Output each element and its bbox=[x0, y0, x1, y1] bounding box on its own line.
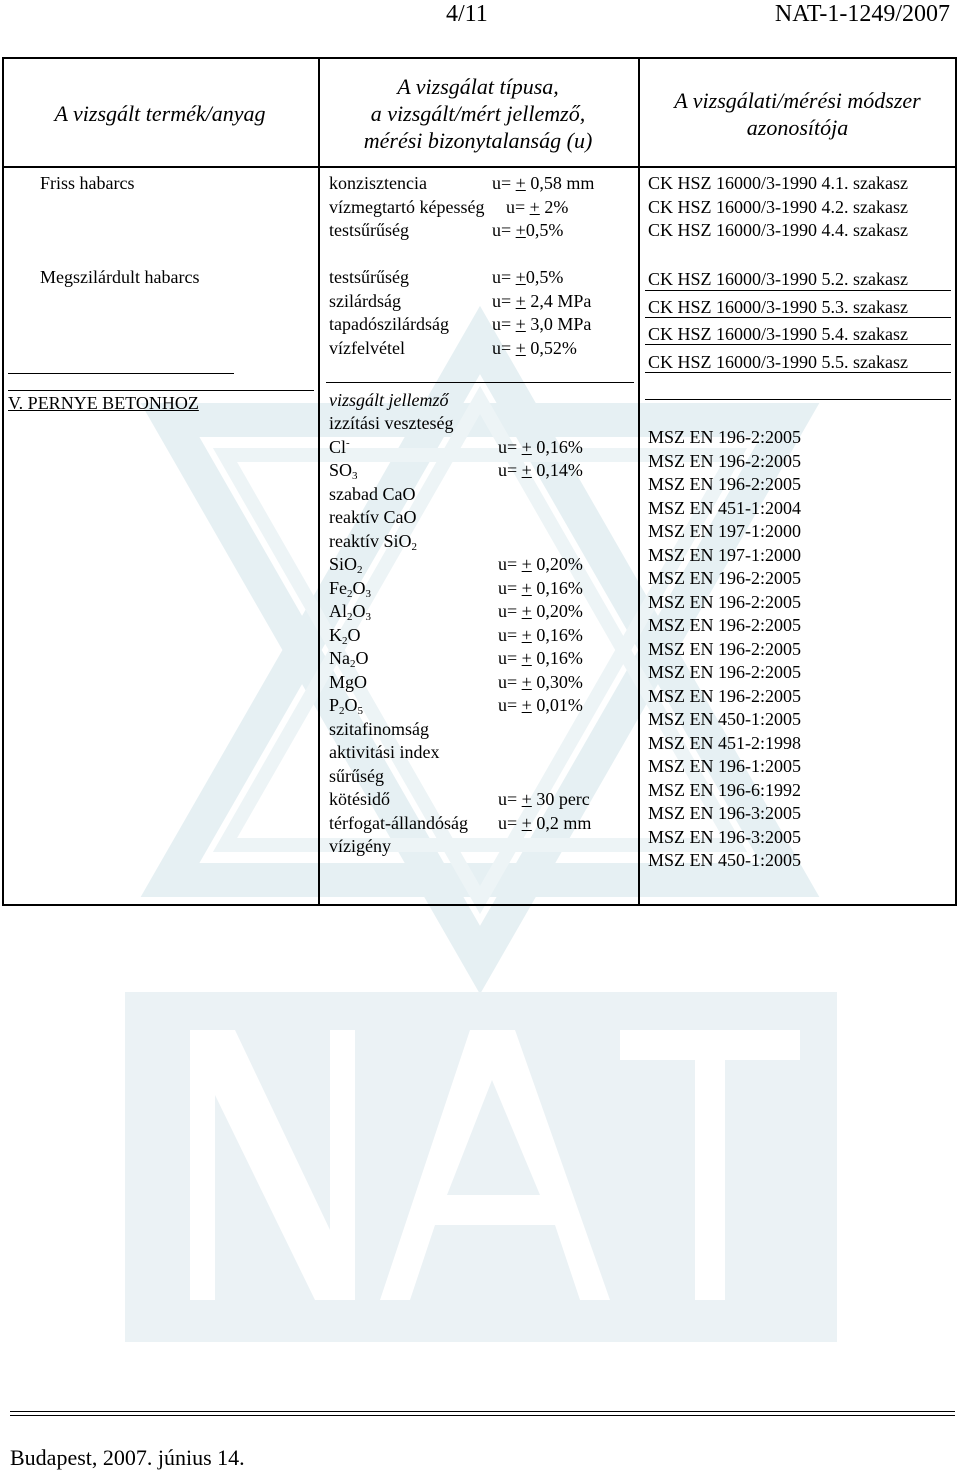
uncertainty: u= + 0,16% bbox=[498, 436, 583, 457]
uncertainty bbox=[498, 483, 591, 507]
row-divider bbox=[8, 373, 234, 374]
method: MSZ EN 451-2:1998 bbox=[648, 732, 801, 753]
column-divider bbox=[638, 57, 640, 906]
row-divider bbox=[8, 390, 314, 391]
property-list bbox=[329, 412, 468, 859]
property: konzisztencia bbox=[329, 173, 427, 193]
document-id: NAT-1-1249/2007 bbox=[774, 1, 950, 27]
property: $SO_3$ bbox=[329, 460, 358, 482]
uncertainty bbox=[498, 412, 591, 436]
uncertainty: u= +0,5% bbox=[492, 220, 564, 240]
property: $Al_2O_3$ bbox=[329, 601, 371, 623]
property: izzítási veszteség bbox=[329, 413, 454, 433]
property: reaktív CaO bbox=[329, 507, 417, 527]
uncertainty-list bbox=[498, 412, 591, 859]
property: vízfelvétel bbox=[329, 337, 405, 358]
method: CK HSZ 16000/3-1990 5.2. szakasz bbox=[648, 269, 908, 289]
method-list bbox=[648, 426, 801, 873]
property: térfogat-állandóság bbox=[329, 812, 468, 833]
property: szilárdság bbox=[329, 290, 401, 311]
uncertainty: u= + 0,20% bbox=[498, 601, 583, 621]
uncertainty: u= + 0,52% bbox=[492, 337, 577, 358]
property: MgO bbox=[329, 671, 368, 692]
property: Cl- bbox=[329, 436, 350, 457]
property-subheader: vizsgált jellemző bbox=[329, 390, 449, 410]
uncertainty: u= + 0,16% bbox=[498, 577, 583, 598]
uncertainty: u= + 0,16% bbox=[498, 648, 583, 668]
uncertainty: u= + 0,14% bbox=[498, 460, 583, 480]
uncertainty bbox=[498, 765, 591, 789]
uncertainty bbox=[498, 741, 591, 765]
method: MSZ EN 450-1:2005 bbox=[648, 709, 801, 729]
method: MSZ EN 451-1:2004 bbox=[648, 497, 801, 518]
product-name: Friss habarcs bbox=[40, 173, 135, 193]
property: szitafinomság bbox=[329, 718, 429, 739]
property: vízigény bbox=[329, 836, 391, 856]
method: MSZ EN 196-1:2005 bbox=[648, 756, 801, 776]
uncertainty: u= + 0,58 mm bbox=[492, 173, 595, 193]
property: kötésidő bbox=[329, 789, 390, 809]
uncertainty: u= +0,5% bbox=[492, 267, 564, 287]
uncertainty: u= + 2% bbox=[506, 196, 569, 217]
header-test-type: A vizsgálat típusa, a vizsgált/mért jellemző, mérési bizonytalanság (u) bbox=[363, 74, 593, 153]
method: CK HSZ 16000/3-1990 5.4. szakasz bbox=[648, 324, 908, 344]
method: MSZ EN 196-3:2005 bbox=[648, 803, 801, 823]
method: MSZ EN 196-2:2005 bbox=[648, 591, 801, 612]
uncertainty: u= + 3,0 MPa bbox=[492, 314, 592, 334]
method-list bbox=[648, 172, 908, 243]
method: MSZ EN 196-6:1992 bbox=[648, 779, 801, 800]
footer-rule bbox=[10, 1411, 955, 1412]
uncertainty: u= + 0,16% bbox=[498, 624, 583, 645]
uncertainty-list bbox=[492, 266, 591, 360]
method: MSZ EN 196-2:2005 bbox=[648, 427, 801, 447]
product-name: V. PERNYE BETONHOZ bbox=[8, 393, 199, 413]
method: MSZ EN 196-3:2005 bbox=[648, 826, 801, 847]
property-list bbox=[329, 172, 484, 243]
method: MSZ EN 196-2:2005 bbox=[648, 662, 801, 682]
method-list bbox=[648, 266, 908, 376]
product-name: Megszilárdult habarcs bbox=[40, 267, 200, 287]
method: CK HSZ 16000/3-1990 4.4. szakasz bbox=[648, 220, 908, 240]
header-divider bbox=[2, 166, 957, 168]
method: MSZ EN 196-2:2005 bbox=[648, 568, 801, 588]
uncertainty-list bbox=[492, 172, 594, 243]
property: $Fe_2O_3$ bbox=[329, 577, 371, 600]
row-divider bbox=[326, 382, 634, 383]
property: testsűrűség bbox=[329, 267, 409, 287]
method: CK HSZ 16000/3-1990 4.1. szakasz bbox=[648, 173, 908, 193]
uncertainty: u= + 0,30% bbox=[498, 671, 583, 692]
uncertainty: u= + 0,01% bbox=[498, 695, 583, 715]
uncertainty: u= + 30 perc bbox=[498, 789, 590, 809]
uncertainty: u= + 0,2 mm bbox=[498, 812, 592, 833]
header-method: A vizsgálati/mérési módszer azonosítója bbox=[674, 88, 921, 140]
method: CK HSZ 16000/3-1990 5.3. szakasz bbox=[648, 296, 908, 317]
uncertainty: u= + 2,4 MPa bbox=[492, 290, 592, 311]
property: testsűrűség bbox=[329, 220, 409, 240]
uncertainty bbox=[498, 835, 591, 859]
footer-rule bbox=[10, 1415, 955, 1416]
uncertainty bbox=[498, 718, 591, 742]
uncertainty bbox=[498, 530, 591, 554]
property: szabad CaO bbox=[329, 483, 416, 504]
page-number: 4/11 bbox=[446, 1, 488, 27]
method: MSZ EN 196-2:2005 bbox=[648, 638, 801, 659]
method: MSZ EN 197-1:2000 bbox=[648, 521, 801, 541]
method: MSZ EN 196-2:2005 bbox=[648, 450, 801, 471]
property: $Na_2O$ bbox=[329, 648, 369, 670]
property: vízmegtartó képesség bbox=[329, 196, 485, 217]
header-product: A vizsgált termék/anyag bbox=[54, 101, 266, 126]
method: CK HSZ 16000/3-1990 5.5. szakasz bbox=[648, 351, 908, 372]
property: aktivitási index bbox=[329, 742, 440, 762]
uncertainty bbox=[498, 506, 591, 530]
method: MSZ EN 196-2:2005 bbox=[648, 474, 801, 494]
column-divider bbox=[318, 57, 320, 906]
method: MSZ EN 450-1:2005 bbox=[648, 850, 801, 870]
property: tapadószilárdság bbox=[329, 314, 449, 334]
property: $K_2O$ bbox=[329, 624, 361, 647]
row-divider bbox=[645, 399, 951, 400]
footer-date: Budapest, 2007. június 14. bbox=[10, 1445, 245, 1470]
method: CK HSZ 16000/3-1990 4.2. szakasz bbox=[648, 196, 908, 217]
method: MSZ EN 196-2:2005 bbox=[648, 615, 801, 635]
property: reaktív SiO$_2$ bbox=[329, 530, 417, 553]
uncertainty: u= + 0,20% bbox=[498, 554, 583, 574]
property: sűrűség bbox=[329, 765, 384, 786]
property: $P_2O_5$ bbox=[329, 695, 364, 717]
method: MSZ EN 197-1:2000 bbox=[648, 544, 801, 565]
method: MSZ EN 196-2:2005 bbox=[648, 685, 801, 706]
property: SiO$_2$ bbox=[329, 554, 363, 576]
property-list bbox=[329, 266, 449, 360]
